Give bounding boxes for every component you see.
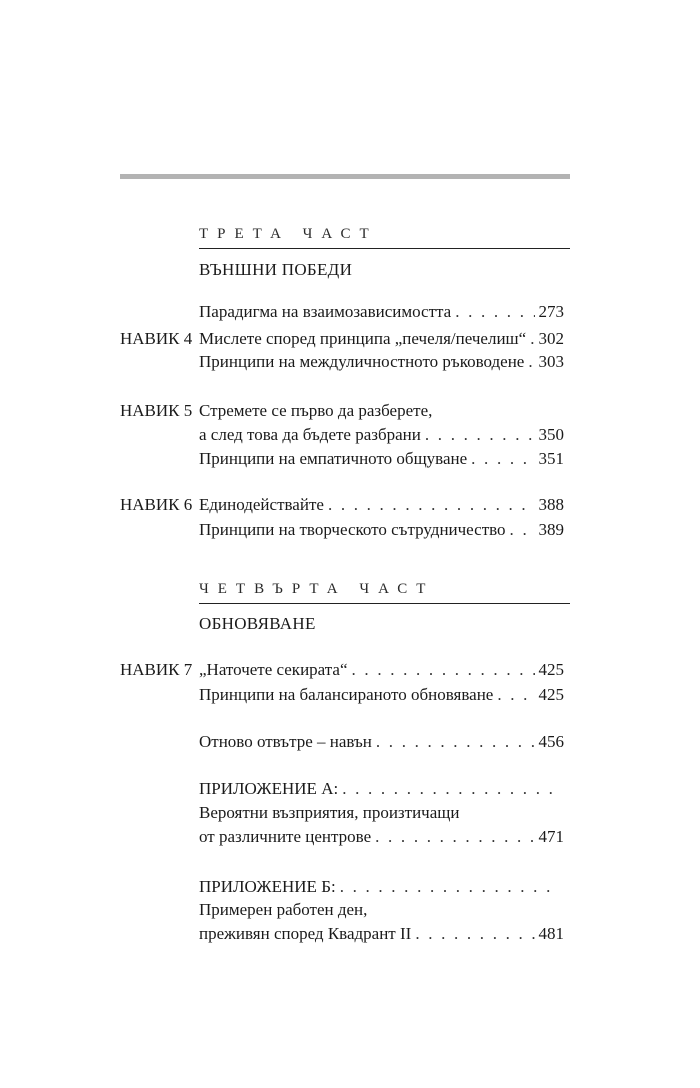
entry-title-line: Стремете се първо да разберете, — [199, 401, 433, 420]
toc-entry[interactable] — [199, 329, 564, 349]
toc-entry[interactable] — [199, 520, 564, 540]
entry-title: Единодействайте — [199, 495, 324, 514]
habit-label: НАВИК 4 — [120, 329, 193, 348]
entry-title: а след това да бъдете разбрани — [199, 425, 421, 444]
part-label: ЧЕТВЪРТА ЧАСТ — [199, 581, 435, 597]
leader-dots — [530, 329, 534, 349]
toc-entry[interactable] — [199, 352, 564, 372]
page-number: 425 — [538, 685, 564, 704]
leader-dots — [497, 685, 534, 705]
entry-title: Парадигма на взаимозависимостта — [199, 302, 452, 321]
entry-title: преживян според Квадрант II — [199, 924, 412, 943]
entry-title-line: Примерен работен ден, — [199, 900, 368, 919]
entry-title: Принципи на междуличностното ръководене — [199, 352, 525, 371]
leader-dots — [528, 352, 534, 372]
leader-dots — [375, 827, 534, 847]
entry-title: Принципи на творческото сътрудничество — [199, 520, 506, 539]
page-number: 302 — [538, 329, 564, 348]
entry-title: „Наточете секирата“ — [199, 660, 348, 679]
toc-entry[interactable] — [199, 660, 564, 680]
entry-title: Принципи на емпатичното общуване — [199, 449, 468, 468]
part-title: ВЪНШНИ ПОБЕДИ — [199, 260, 353, 279]
top-divider — [120, 174, 570, 179]
toc-entry[interactable] — [199, 449, 564, 469]
toc-entry[interactable] — [199, 302, 564, 322]
toc-entry[interactable] — [199, 827, 564, 847]
leader-dots — [455, 302, 534, 322]
habit-label: НАВИК 7 — [120, 660, 193, 679]
entry-title: Отново отвътре – навън — [199, 732, 372, 751]
entry-title: от различните центрове — [199, 827, 372, 846]
part-label: ТРЕТА ЧАСТ — [199, 226, 378, 242]
page-number: 481 — [538, 924, 564, 943]
part-title: ОБНОВЯВАНЕ — [199, 614, 316, 633]
page-number: 351 — [538, 449, 564, 468]
toc-entry[interactable] — [199, 685, 564, 705]
part-divider — [199, 603, 570, 604]
habit-label: НАВИК 5 — [120, 401, 193, 420]
entry-title: Принципи на балансираното обновяване — [199, 685, 494, 704]
page-number: 273 — [538, 302, 564, 321]
leader-dots — [425, 425, 535, 445]
toc-entry[interactable] — [199, 425, 564, 445]
entry-title-line: Вероятни възприятия, произтичащи — [199, 803, 460, 822]
page-number: 456 — [538, 732, 564, 751]
leader-dots — [352, 660, 535, 680]
page-number: 425 — [538, 660, 564, 679]
leader-dots — [328, 495, 535, 515]
leader-dots — [471, 449, 534, 469]
page-number: 350 — [538, 425, 564, 444]
appendix-label: ПРИЛОЖЕНИЕ А: — [199, 779, 339, 798]
toc-entry[interactable] — [199, 495, 564, 515]
leader-dots — [376, 732, 535, 752]
leader-dots — [342, 779, 560, 799]
part-divider — [199, 248, 570, 249]
page-number: 388 — [538, 495, 564, 514]
page-number: 471 — [538, 827, 564, 846]
toc-entry[interactable] — [199, 732, 564, 752]
toc-entry[interactable] — [199, 924, 564, 944]
page-number: 303 — [538, 352, 564, 371]
toc-entry[interactable] — [199, 779, 564, 799]
habit-label: НАВИК 6 — [120, 495, 193, 514]
leader-dots — [510, 520, 535, 540]
entry-title: Мислете според принципа „печеля/печелиш“ — [199, 329, 527, 348]
page-number: 389 — [538, 520, 564, 539]
leader-dots — [340, 877, 560, 897]
toc-entry[interactable] — [199, 877, 564, 897]
appendix-label: ПРИЛОЖЕНИЕ Б: — [199, 877, 336, 896]
leader-dots — [415, 924, 534, 944]
